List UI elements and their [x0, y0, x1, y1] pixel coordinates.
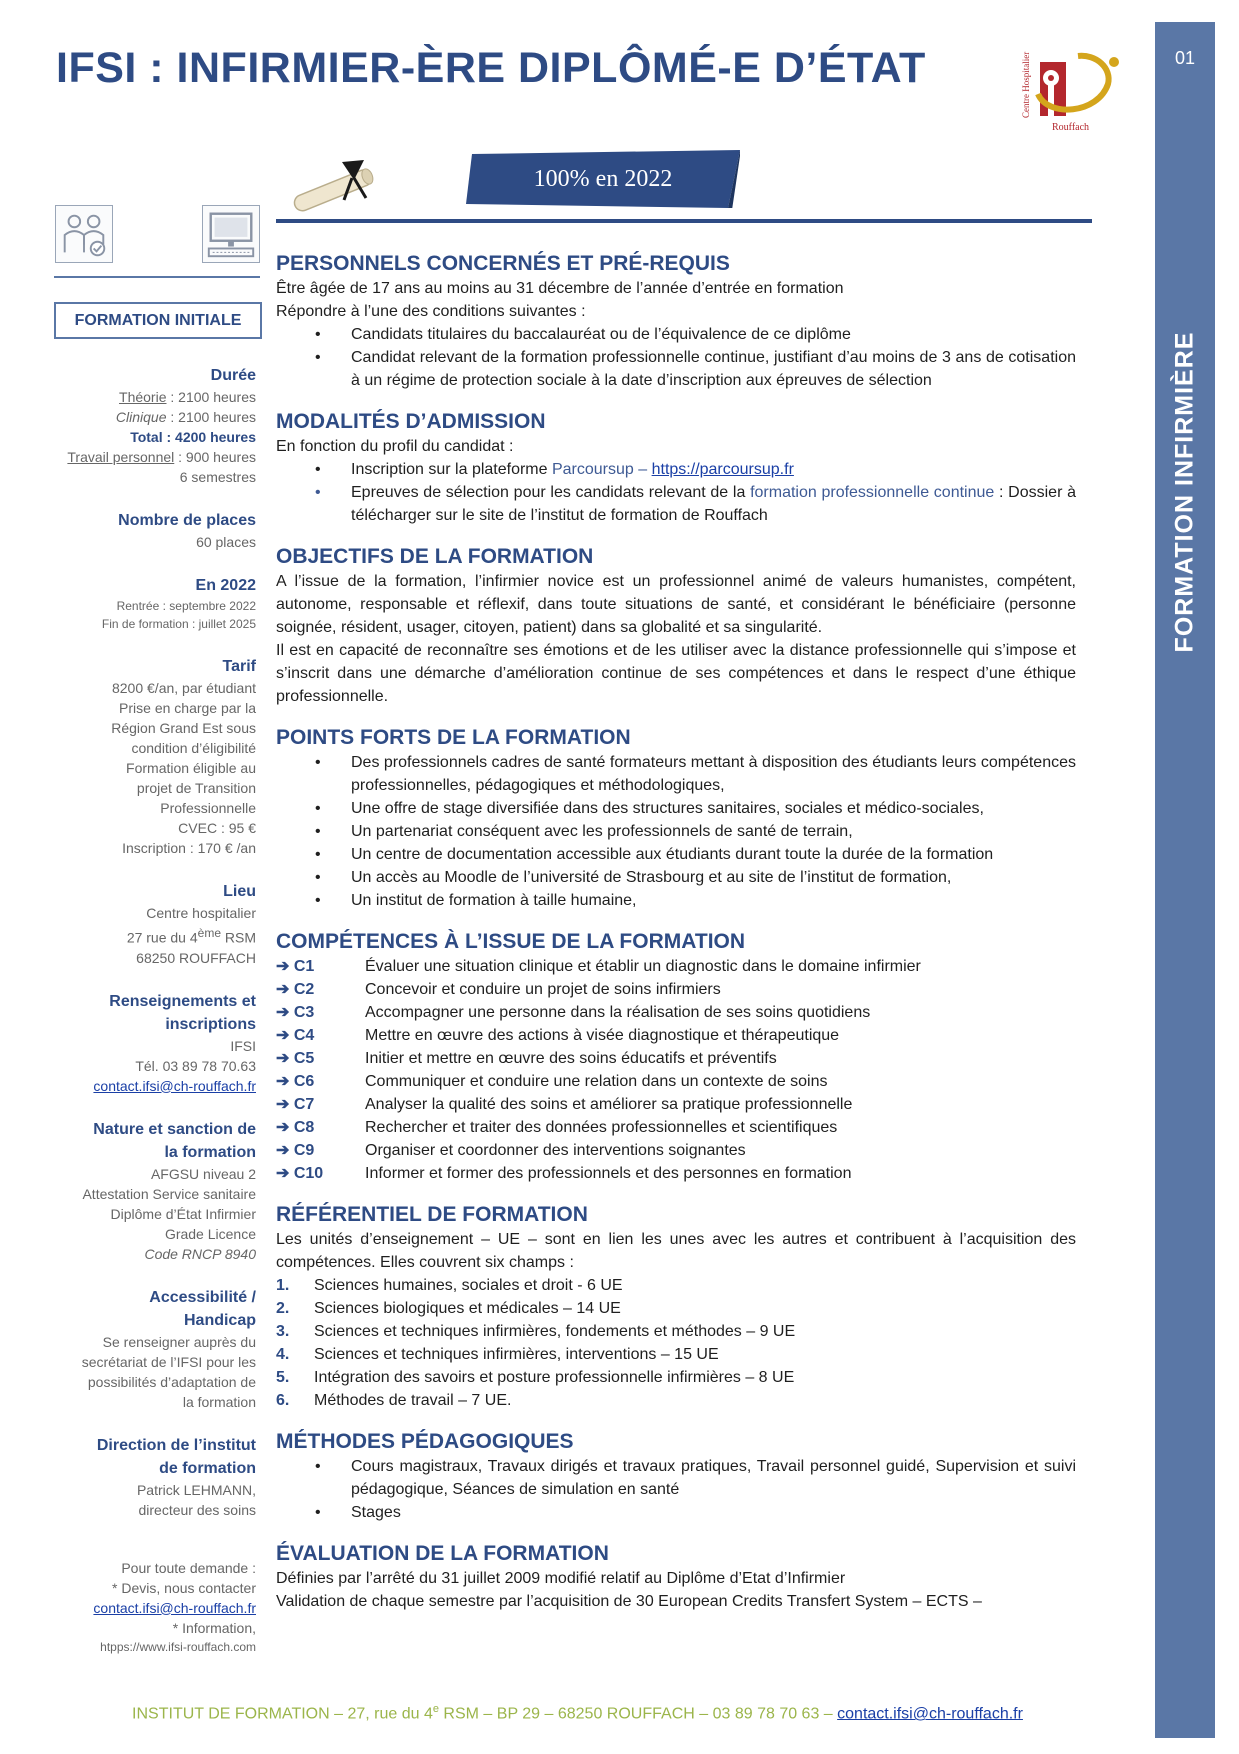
bullet-item: • Stages	[315, 1504, 401, 1521]
item-number: 4.	[276, 1346, 290, 1363]
competence-text: Analyser la qualité des soins et améliorer sa pratique professionnelle	[365, 1096, 853, 1113]
logo-text-bottom: Rouffach	[1052, 122, 1090, 132]
competence-item	[276, 1139, 1076, 1162]
competence-item	[276, 1001, 1076, 1024]
competence-item	[276, 1024, 1076, 1047]
competence-code: ➔ C4	[276, 1027, 315, 1044]
bullet-item: • Epreuves de sélection pour les candidats relevant de la formation professionnelle continue : Dossier à télécharger sur le site de l’institut de formation de Rouffach	[315, 484, 1077, 524]
bullet-text: Des professionnels cadres de santé formateurs mettant à disposition des étudiants leurs compétences professionnelles, pédagogiques et méthodologiques,	[351, 754, 1076, 794]
competence-item	[276, 1093, 1076, 1116]
competence-text: Communiquer et conduire une relation dans un contexte de soins	[365, 1073, 828, 1090]
bullet-text: Stages	[351, 1504, 401, 1521]
annee-heading: En 2022	[195, 577, 256, 594]
direction-role: directeur des soins	[138, 1501, 256, 1518]
nature-title-1: Nature et sanction de	[93, 1120, 256, 1138]
logo-text-top: Centre Hospitalier	[1021, 51, 1031, 118]
bullet-item: • Inscription sur la plateforme Parcoursup – https://parcoursup.fr	[315, 461, 794, 478]
tarif-line: 8200 €/an, par étudiant	[111, 680, 256, 696]
competence-item	[276, 1070, 1076, 1093]
competence-text: Initier et mettre en œuvre des soins éducatifs et préventifs	[365, 1050, 777, 1067]
duree-total: Total : 4200 heures	[130, 429, 256, 445]
paragraph: Les unités d’enseignement – UE – sont en lien les unes avec les autres et contribuent à l’acquisition des compétences. Elles couvrent six champs :	[276, 1231, 1076, 1271]
item-number: 3.	[276, 1323, 290, 1340]
tarif-line: Professionnelle	[160, 800, 256, 816]
lieu-heading: Lieu	[223, 883, 256, 900]
duree-heading: Durée	[210, 367, 256, 384]
nature-line: Grade Licence	[164, 1225, 256, 1242]
direction-title-1: Direction de l’institut	[96, 1436, 256, 1454]
item-text: Sciences biologiques et médicales – 14 UE	[314, 1300, 621, 1317]
item-text: Intégration des savoirs et posture professionnelle infirmières – 8 UE	[314, 1369, 795, 1386]
parcoursup-link[interactable]: https://parcoursup.fr	[651, 461, 794, 478]
accessibilite-line: Se renseigner auprès du	[102, 1333, 256, 1350]
paragraph: Validation de chaque semestre par l’acquisition de 30 European Credits Transfert System – ECTS –	[276, 1593, 982, 1610]
left-info-column	[40, 364, 256, 1656]
places-heading: Nombre de places	[118, 512, 256, 529]
item-number: 1.	[276, 1277, 290, 1294]
competence-text: Organiser et coordonner des interventions soignantes	[365, 1142, 746, 1159]
competence-text: Concevoir et conduire un projet de soins infirmiers	[365, 981, 721, 998]
footer-text-b: RSM – BP 29 – 68250 ROUFFACH – 03 89 78 70 63 –	[438, 1705, 838, 1723]
contact-information: * Information,	[172, 1619, 256, 1636]
competence-text: Accompagner une personne dans la réalisation de ses soins quotidiens	[365, 1004, 871, 1021]
duree-semestres: 6 semestres	[179, 469, 256, 485]
section-heading-points-forts: POINTS FORTS DE LA FORMATION	[276, 726, 631, 749]
page-number: 01	[1174, 48, 1196, 68]
bullet-text-end: : Dossier à télécharger sur le site de l’institut de formation de Rouffach	[351, 484, 1077, 524]
direction-name: Patrick LEHMANN,	[136, 1481, 256, 1498]
bullet-item: • Un institut de formation à taille humaine,	[315, 892, 637, 909]
lieu-line-2	[40, 923, 256, 948]
competence-code: ➔ C3	[276, 1004, 315, 1021]
numbered-item	[276, 1297, 1076, 1320]
competence-item	[276, 1116, 1076, 1139]
tarif-line: projet de Transition	[136, 780, 256, 796]
parcoursup-label: Parcoursup	[551, 461, 634, 478]
nature-title-2: la formation	[164, 1143, 256, 1161]
left-rule	[54, 276, 260, 278]
bullet-item: • Cours magistraux, Travaux dirigés et travaux pratiques, Travail personnel guidé, Supervision et suivi pédagogique, Séances de simulation en santé	[315, 1458, 1076, 1498]
renseignements-line-1: IFSI	[230, 1037, 256, 1054]
bullet-text: Cours magistraux, Travaux dirigés et travaux pratiques, Travail personnel guidé, Supervision et suivi pédagogique, Séances de simulation en santé	[351, 1458, 1076, 1498]
bullet-item: • Un accès au Moodle de l’université de Strasbourg et au site de l’institut de formation,	[315, 869, 952, 886]
page-title: IFSI : INFIRMIER-ÈRE DIPLÔMÉ-E D’ÉTAT	[56, 44, 926, 92]
bullet-item: • Un centre de documentation accessible aux étudiants durant toute la durée de la formation	[315, 846, 994, 863]
direction-title-2: de formation	[159, 1459, 256, 1477]
computer-icon	[202, 205, 260, 263]
competence-text: Rechercher et traiter des données professionnelles et scientifiques	[365, 1119, 838, 1136]
contact-email-link[interactable]: contact.ifsi@ch-rouffach.fr	[93, 1599, 256, 1616]
nature-heading	[40, 1118, 256, 1164]
renseignements-title-1: Renseignements et	[109, 992, 256, 1010]
bullet-item: • Un partenariat conséquent avec les professionnels de santé de terrain,	[315, 823, 853, 840]
places-value: 60 places	[196, 534, 256, 550]
success-rate-badge	[466, 150, 740, 208]
tarif-line: Inscription : 170 € /an	[122, 840, 256, 856]
contact-devis: * Devis, nous contacter	[112, 1579, 256, 1596]
duree-travail	[40, 447, 256, 467]
competence-item	[276, 978, 1076, 1001]
bullet-text: Epreuves de sélection pour les candidats relevant de la	[351, 484, 751, 501]
travail-label: Travail personnel	[67, 449, 175, 465]
competence-code: ➔ C1	[276, 958, 315, 975]
item-number: 2.	[276, 1300, 290, 1317]
section-heading-admission: MODALITÉS D’ADMISSION	[276, 410, 546, 433]
travail-value: : 900 heures	[174, 449, 256, 465]
competence-code: ➔ C9	[276, 1142, 315, 1159]
section-heading-objectifs: OBJECTIFS DE LA FORMATION	[276, 545, 594, 568]
numbered-item	[276, 1389, 1076, 1412]
footer	[0, 1703, 1155, 1723]
badge-text: 100% en 2022	[533, 166, 673, 192]
footer-email-link[interactable]: contact.ifsi@ch-rouffach.fr	[837, 1705, 1023, 1723]
numbered-item	[276, 1343, 1076, 1366]
nature-line: Attestation Service sanitaire	[82, 1185, 256, 1202]
bullet-item: • Des professionnels cadres de santé formateurs mettant à disposition des étudiants leurs compétences professionnelles, pédagogiques et méthodologiques,	[315, 754, 1076, 794]
annee-fin: Fin de formation : juillet 2025	[101, 617, 256, 631]
renseignements-heading	[40, 990, 256, 1036]
section-heading-competences: COMPÉTENCES À L’ISSUE DE LA FORMATION	[276, 930, 746, 953]
main-content	[276, 250, 1076, 1613]
item-number: 6.	[276, 1392, 290, 1409]
competence-item	[276, 1162, 1076, 1185]
item-text: Sciences et techniques infirmières, interventions – 15 UE	[314, 1346, 719, 1363]
direction-heading	[40, 1434, 256, 1480]
item-text: Méthodes de travail – 7 UE.	[314, 1392, 512, 1409]
side-band	[1155, 22, 1215, 1738]
bullet-text: Un institut de formation à taille humaine,	[351, 892, 637, 909]
competence-code: ➔ C6	[276, 1073, 315, 1090]
theorie-value: : 2100 heures	[166, 389, 256, 405]
competence-code: ➔ C5	[276, 1050, 315, 1067]
accessibilite-line: secrétariat de l’IFSI pour les	[81, 1353, 256, 1370]
accessibilite-line: la formation	[182, 1393, 256, 1410]
numbered-item	[276, 1366, 1076, 1389]
hospital-logo	[1018, 48, 1126, 132]
contact-line: Pour toute demande :	[121, 1559, 256, 1576]
competence-text: Informer et former des professionnels et des personnes en formation	[365, 1165, 852, 1182]
bullet-text: Un partenariat conséquent avec les professionnels de santé de terrain,	[351, 823, 853, 840]
item-number: 5.	[276, 1369, 290, 1386]
bullet-text: Un accès au Moodle de l’université de Strasbourg et au site de l’institut de formation,	[351, 869, 952, 886]
section-heading-prerequis: PERSONNELS CONCERNÉS ET PRÉ-REQUIS	[276, 252, 730, 275]
lieu-rsm: RSM	[221, 929, 256, 946]
tarif-heading: Tarif	[222, 658, 256, 675]
tarif-line: CVEC : 95 €	[178, 820, 256, 836]
competence-item	[276, 955, 1076, 978]
formation-continue-label: formation professionnelle continue	[750, 484, 995, 501]
header-rule	[276, 219, 1092, 223]
accessibilite-title-2: Handicap	[183, 1311, 256, 1329]
bullet-item: • Candidat relevant de la formation professionnelle continue, justifiant d’au moins de 3 ans de cotisation à un régime de protection sociale à la date d’inscription aux épreuves de sélection	[315, 349, 1076, 389]
item-text: Sciences et techniques infirmières, fondements et méthodes – 9 UE	[314, 1323, 796, 1340]
paragraph: En fonction du profil du candidat :	[276, 438, 514, 455]
clinique-value: : 2100 heures	[166, 409, 256, 425]
competence-text: Mettre en œuvre des actions à visée diagnostique et thérapeutique	[365, 1027, 840, 1044]
tarif-line: Région Grand Est sous	[111, 720, 256, 736]
formation-type-box: FORMATION INITIALE	[54, 302, 262, 339]
accessibilite-heading	[40, 1286, 256, 1332]
bullet-item: • Candidats titulaires du baccalauréat ou de l’équivalence de ce diplôme	[315, 326, 851, 343]
nature-line: Diplôme d’État Infirmier	[110, 1205, 256, 1222]
tarif-line: Formation éligible au	[126, 760, 256, 776]
numbered-item	[276, 1320, 1076, 1343]
section-heading-methodes: MÉTHODES PÉDAGOGIQUES	[276, 1430, 574, 1453]
section-heading-evaluation: ÉVALUATION DE LA FORMATION	[276, 1542, 609, 1565]
renseignements-phone: Tél. 03 89 78 70.63	[135, 1057, 256, 1074]
tarif-line: Prise en charge par la	[119, 700, 256, 716]
duree-clinique	[40, 407, 256, 427]
annee-rentree: Rentrée : septembre 2022	[116, 599, 256, 613]
accessibilite-line: possibilités d’adaptation de	[87, 1373, 256, 1390]
bullet-item: • Une offre de stage diversifiée dans des structures sanitaires, sociales et médico-sociales,	[315, 800, 984, 817]
paragraph: Définies par l’arrêté du 31 juillet 2009 modifié relatif au Diplôme d’Etat d’Infirmier	[276, 1570, 846, 1587]
lieu-street: 27 rue du 4	[126, 929, 198, 946]
bullet-text: Candidats titulaires du baccalauréat ou de l’équivalence de ce diplôme	[351, 326, 851, 343]
bullet-text: Une offre de stage diversifiée dans des structures sanitaires, sociales et médico-sociales,	[351, 800, 984, 817]
footer-text-a: INSTITUT DE FORMATION – 27, rue du 4	[132, 1705, 433, 1723]
separator: –	[633, 461, 652, 478]
nature-line: AFGSU niveau 2	[150, 1165, 256, 1182]
diploma-scroll-icon	[284, 150, 384, 218]
competence-text: Évaluer une situation clinique et établir un diagnostic dans le domaine infirmier	[365, 958, 921, 975]
people-group-icon	[55, 205, 113, 263]
renseignements-title-2: inscriptions	[165, 1015, 256, 1033]
clinique-label: Clinique	[115, 409, 167, 425]
tarif-line: condition d’éligibilité	[131, 740, 256, 756]
competence-code: ➔ C2	[276, 981, 315, 998]
competence-code: ➔ C7	[276, 1096, 315, 1113]
bullet-text: Inscription sur la plateforme	[351, 461, 552, 478]
theorie-label: Théorie	[119, 389, 167, 405]
section-heading-referentiel: RÉFÉRENTIEL DE FORMATION	[276, 1203, 588, 1226]
duree-theorie	[40, 387, 256, 407]
nature-rncp: Code RNCP 8940	[144, 1245, 256, 1262]
competence-code: ➔ C10	[276, 1165, 324, 1182]
bullet-text: Candidat relevant de la formation professionnelle continue, justifiant d’au moins de 3 ans de cotisation à un régime de protection sociale à la date d’inscription aux épreuves de sélection	[351, 349, 1076, 389]
footer-sup: e	[432, 1703, 439, 1715]
competence-code: ➔ C8	[276, 1119, 315, 1136]
paragraph: Répondre à l’une des conditions suivantes :	[276, 303, 586, 320]
paragraph: A l’issue de la formation, l’infirmier novice est un professionnel animé de valeurs humanistes, compétent, autonome, responsable et réflexif, dans toute situations de santé, et considérant le bénéficiaire (personne soignée, résident, usager, citoyen, patient) dans sa globalité et sa singularité.	[276, 573, 1076, 636]
renseignements-email-link[interactable]: contact.ifsi@ch-rouffach.fr	[93, 1077, 256, 1094]
contact-url: htpps://www.ifsi-rouffach.com	[100, 1639, 256, 1654]
paragraph: Il est en capacité de reconnaître ses émotions et de les utiliser avec la distance professionnelle qui s’impose et s’inscrit dans une démarche d’amélioration continue de ses compétences et dans le respect d’une éthique professionnelle.	[276, 642, 1076, 705]
paragraph: Être âgée de 17 ans au moins au 31 décembre de l’année d’entrée en formation	[276, 280, 844, 297]
competence-item	[276, 1047, 1076, 1070]
bullet-text: Un centre de documentation accessible aux étudiants durant toute la durée de la formation	[351, 846, 994, 863]
numbered-item	[276, 1274, 1076, 1297]
item-text: Sciences humaines, sociales et droit - 6 UE	[314, 1277, 623, 1294]
vertical-section-label: FORMATION INFIRMIÈRE	[1170, 331, 1199, 653]
lieu-line-3: 68250 ROUFFACH	[136, 949, 256, 966]
accessibilite-title-1: Accessibilité /	[149, 1288, 256, 1306]
lieu-line-1: Centre hospitalier	[146, 905, 256, 921]
lieu-sup: ème	[197, 926, 221, 940]
